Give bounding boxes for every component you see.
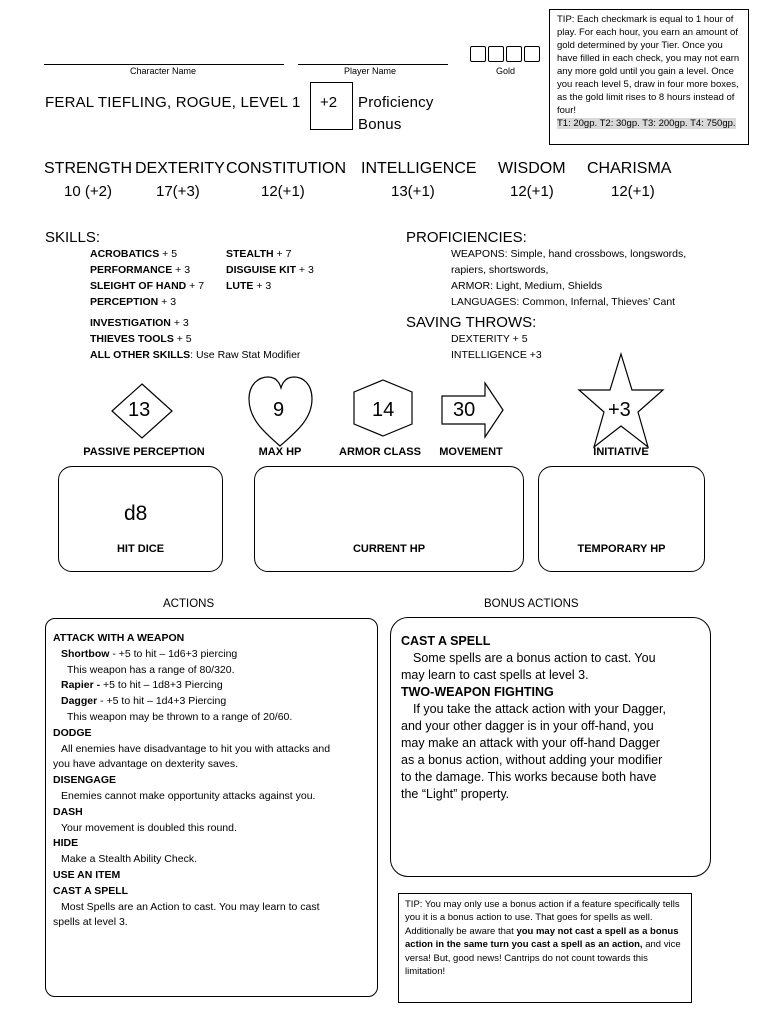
temporary-hp-box[interactable] — [538, 466, 705, 572]
armor-class-value: 14 — [372, 399, 395, 421]
gold-tip-text: TIP: Each checkmark is equal to 1 hour of play. For each hour, you earn an amount of gold determined by your Tier. Once you have filled in each check, you may not earn any more gold until you gain a level. Once you reach level 5, draw in four more boxes, as the gold limit rises to 8 hours instead of four! — [557, 14, 740, 116]
bonus-cast-text-1: Some spells are a bonus action to cast. You — [413, 651, 656, 665]
movement-label: MOVEMENT — [439, 446, 503, 458]
current-hp-label: CURRENT HP — [352, 543, 426, 555]
skill-investigation: INVESTIGATION + 3 — [90, 317, 189, 329]
bonus-tip-paragraph-2: Additionally be aware that you may not cast a spell as a bonus action in the same turn you cast a spell as an action, and vice versa! But, good news! Cantrips do not count towards this limitation! — [405, 925, 681, 978]
action-cast-text-2: spells at level 3. — [53, 916, 128, 929]
proficiency-weapons-1: WEAPONS: Simple, hand crossbows, longswords, — [451, 248, 687, 260]
bonus-twf-heading: TWO-WEAPON FIGHTING — [401, 685, 554, 699]
action-dash-text: Your movement is doubled this round. — [61, 821, 237, 834]
hit-dice-label: HIT DICE — [116, 543, 165, 555]
stat-wisdom-name: WISDOM — [498, 160, 566, 177]
bonus-actions-heading: BONUS ACTIONS — [484, 598, 579, 610]
stat-constitution-value: 12(+1) — [261, 183, 305, 200]
action-rapier: Rapier - +5 to hit – 1d8+3 Piercing — [61, 679, 223, 692]
action-dodge-text-1: All enemies have disadvantage to hit you with attacks and — [61, 742, 331, 755]
bonus-actions-list — [401, 633, 706, 803]
action-attack-heading: ATTACK WITH A WEAPON — [53, 632, 185, 644]
proficiency-languages: LANGUAGES: Common, Infernal, Thieves’ Cant — [451, 296, 676, 308]
saving-throws-heading: SAVING THROWS: — [406, 314, 537, 331]
skill-all-other: ALL OTHER SKILLS: Use Raw Stat Modifier — [90, 349, 301, 361]
saving-throw-dexterity: DEXTERITY + 5 — [451, 333, 528, 345]
proficiency-value: +2 — [320, 94, 338, 111]
action-cast-heading: CAST A SPELL — [53, 884, 129, 897]
initiative-value: +3 — [608, 399, 631, 421]
temporary-hp-label: TEMPORARY HP — [577, 543, 666, 555]
bonus-cast-text-2: may learn to cast spells at level 3. — [401, 668, 589, 682]
proficiency-weapons-2: rapiers, shortswords, — [451, 264, 549, 276]
action-use-item-heading: USE AN ITEM — [53, 868, 121, 881]
movement-value: 30 — [453, 399, 476, 421]
proficiency-label-1: Proficiency — [358, 94, 434, 111]
proficiency-label-2: Bonus — [358, 116, 402, 133]
skill-perception: PERCEPTION + 3 — [90, 296, 177, 308]
hit-dice-box[interactable] — [58, 466, 223, 572]
action-disengage-text: Enemies cannot make opportunity attacks against you. — [61, 789, 316, 802]
stat-constitution-name: CONSTITUTION — [226, 160, 346, 177]
action-shortbow-note: This weapon has a range of 80/320. — [67, 663, 235, 676]
action-dodge-text-2: you have advantage on dexterity saves. — [53, 758, 239, 771]
max-hp-label: MAX HP — [258, 446, 302, 458]
initiative-label: INITIATIVE — [593, 446, 649, 458]
action-dodge-heading: DODGE — [53, 726, 92, 739]
character-summary: FERAL TIEFLING, ROGUE, LEVEL 1 — [45, 94, 301, 111]
character-name-label: Character Name — [130, 66, 197, 76]
action-cast-text-1: Most Spells are an Action to cast. You may learn to cast — [61, 900, 320, 913]
bonus-action-tip-box — [398, 893, 692, 1003]
player-name-label: Player Name — [344, 66, 397, 76]
gold-label: Gold — [496, 66, 516, 76]
proficiencies-heading: PROFICIENCIES: — [406, 229, 527, 246]
skills-heading: SKILLS: — [45, 229, 101, 246]
stat-intelligence-value: 13(+1) — [391, 183, 435, 200]
stat-strength-value: 10 (+2) — [64, 183, 112, 200]
actions-list — [53, 631, 373, 931]
action-dash-heading: DASH — [53, 805, 83, 818]
bonus-twf-text-5: to the damage. This works because both have — [401, 770, 657, 784]
bonus-cast-heading: CAST A SPELL — [401, 634, 491, 648]
stat-intelligence-name: INTELLIGENCE — [361, 160, 477, 177]
action-disengage-heading: DISENGAGE — [53, 774, 117, 787]
bonus-twf-text-1: If you take the attack action with your Dagger, — [413, 702, 666, 716]
bonus-twf-text-2: and your other dagger is in your off-hand, you — [401, 719, 654, 733]
skill-sleight-of-hand: SLEIGHT OF HAND + 7 — [90, 280, 205, 292]
action-shortbow: Shortbow - +5 to hit – 1d6+3 piercing — [61, 647, 238, 660]
action-dagger: Dagger - +5 to hit – 1d4+3 Piercing — [61, 695, 227, 708]
action-hide-text: Make a Stealth Ability Check. — [61, 853, 197, 866]
hit-dice-value: d8 — [124, 502, 148, 525]
skill-stealth: STEALTH + 7 — [226, 248, 292, 260]
skill-lute: LUTE + 3 — [226, 280, 272, 292]
bonus-tip-paragraph-1: TIP: You may only use a bonus action if a feature specifically tells you it is a bonus action to use. That goes for spells as well. — [405, 899, 680, 924]
skill-thieves-tools: THIEVES TOOLS + 5 — [90, 333, 192, 345]
current-hp-box[interactable] — [254, 466, 524, 572]
armor-class-label: ARMOR CLASS — [339, 446, 421, 458]
stat-dexterity-value: 17(+3) — [156, 183, 200, 200]
skill-acrobatics: ACROBATICS + 5 — [90, 248, 178, 260]
action-hide-heading: HIDE — [53, 837, 79, 850]
passive-perception-value: 13 — [128, 399, 151, 421]
proficiency-armor: ARMOR: Light, Medium, Shields — [451, 280, 603, 292]
saving-throw-intelligence: INTELLIGENCE +3 — [451, 349, 542, 361]
skill-disguise-kit: DISGUISE KIT + 3 — [226, 264, 314, 276]
passive-perception-label: PASSIVE PERCEPTION — [83, 446, 205, 458]
stat-charisma-value: 12(+1) — [611, 183, 655, 200]
skill-performance: PERFORMANCE + 3 — [90, 264, 191, 276]
max-hp-value: 9 — [273, 399, 285, 421]
bonus-twf-text-6: the “Light” property. — [401, 787, 510, 801]
stat-dexterity-name: DEXTERITY — [135, 160, 225, 177]
gold-tip-tiers: T1: 20gp. T2: 30gp. T3: 200gp. T4: 750gp. — [557, 118, 736, 129]
stat-wisdom-value: 12(+1) — [510, 183, 554, 200]
actions-heading: ACTIONS — [163, 598, 215, 610]
stat-charisma-name: CHARISMA — [587, 160, 672, 177]
stat-strength-name: STRENGTH — [44, 160, 132, 177]
bonus-twf-text-3: may make an attack with your off-hand Dagger — [401, 736, 660, 750]
action-dagger-note: This weapon may be thrown to a range of 20/60. — [67, 710, 293, 723]
bonus-twf-text-4: as a bonus action, without adding your modifier — [401, 753, 663, 767]
